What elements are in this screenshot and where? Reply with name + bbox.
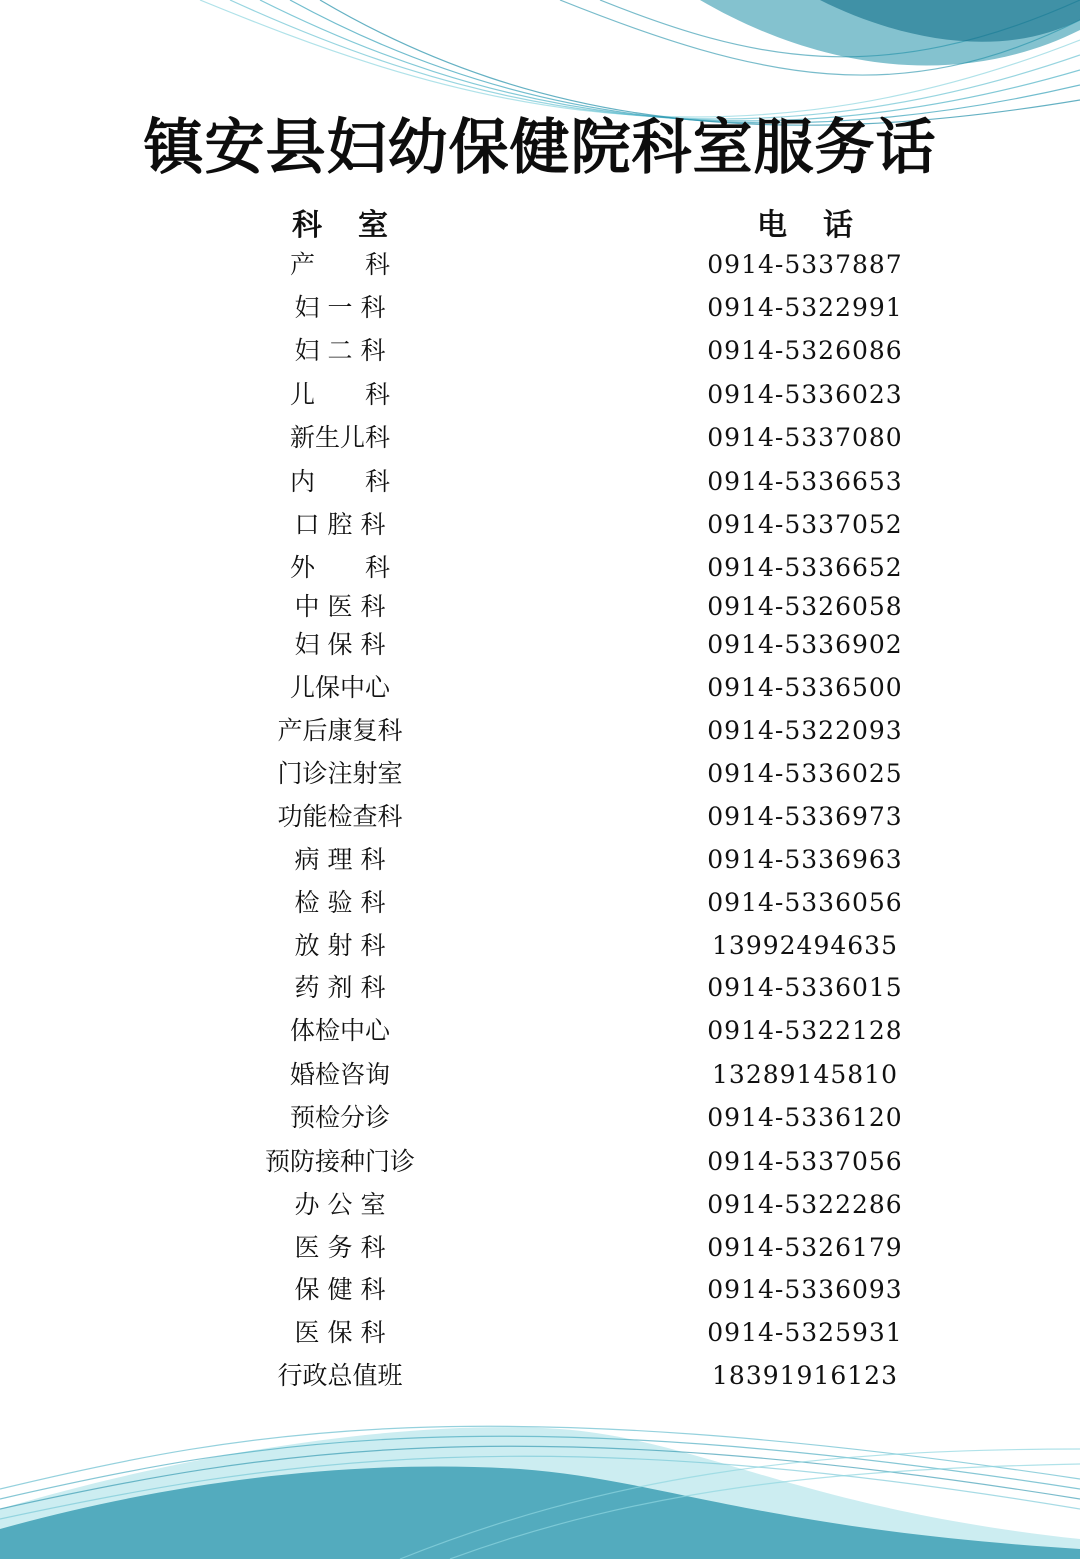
table-row bbox=[0, 248, 1080, 282]
table-row bbox=[0, 1101, 1080, 1135]
table-row bbox=[0, 1231, 1080, 1265]
dept-name: 保 健 科 bbox=[294, 1275, 386, 1304]
phone-number: 0914-5326058 bbox=[707, 592, 903, 621]
phone-number: 0914-5336093 bbox=[707, 1275, 903, 1304]
phone-number: 0914-5325931 bbox=[707, 1318, 903, 1347]
phone-number: 0914-5336056 bbox=[707, 888, 903, 917]
header-dept: 科室 bbox=[292, 208, 424, 243]
table-row bbox=[0, 929, 1080, 963]
dept-name: 办 公 室 bbox=[294, 1190, 386, 1219]
phone-number: 18391916123 bbox=[712, 1361, 898, 1390]
dept-name: 药 剂 科 bbox=[294, 973, 386, 1002]
dept-name: 妇 二 科 bbox=[294, 336, 386, 365]
table-row bbox=[0, 1188, 1080, 1222]
dept-name: 妇 保 科 bbox=[294, 630, 386, 659]
dept-name: 婚检咨询 bbox=[289, 1060, 390, 1089]
dept-name: 预防接种门诊 bbox=[264, 1147, 415, 1176]
dept-name: 放 射 科 bbox=[294, 931, 386, 960]
table-row bbox=[0, 291, 1080, 325]
table-row bbox=[0, 1273, 1080, 1307]
table-row bbox=[0, 800, 1080, 834]
phone-number: 0914-5337887 bbox=[707, 250, 903, 279]
table-row bbox=[0, 508, 1080, 542]
phone-number: 0914-5336120 bbox=[707, 1103, 903, 1132]
phone-number: 0914-5322991 bbox=[707, 293, 903, 322]
table-row bbox=[0, 1014, 1080, 1048]
phone-number: 0914-5336963 bbox=[707, 845, 903, 874]
table-row bbox=[0, 590, 1080, 624]
phone-number: 0914-5337056 bbox=[707, 1147, 903, 1176]
phone-number: 13992494635 bbox=[712, 931, 898, 960]
dept-name: 内 科 bbox=[289, 467, 390, 496]
table-row bbox=[0, 378, 1080, 412]
phone-number: 0914-5336025 bbox=[707, 759, 903, 788]
phone-number: 0914-5336500 bbox=[707, 673, 903, 702]
dept-name: 中 医 科 bbox=[294, 592, 386, 621]
table-row bbox=[0, 334, 1080, 368]
dept-name: 产后康复科 bbox=[277, 716, 403, 745]
table-row bbox=[0, 843, 1080, 877]
dept-name: 外 科 bbox=[289, 553, 390, 582]
table-row bbox=[0, 886, 1080, 920]
dept-name: 新生儿科 bbox=[289, 423, 390, 452]
phone-number: 0914-5336652 bbox=[707, 553, 903, 582]
table-row bbox=[0, 551, 1080, 585]
phone-number: 0914-5336973 bbox=[707, 802, 903, 831]
table-row bbox=[0, 1359, 1080, 1393]
header-phone: 电话 bbox=[757, 208, 889, 243]
table-row bbox=[0, 757, 1080, 791]
dept-name: 医 保 科 bbox=[294, 1318, 386, 1347]
bottom-wave-decoration bbox=[0, 1389, 1080, 1559]
page-title: 镇安县妇幼保健院科室服务话 bbox=[143, 113, 937, 183]
phone-number: 0914-5336653 bbox=[707, 467, 903, 496]
dept-name: 儿保中心 bbox=[289, 673, 390, 702]
table-row bbox=[0, 671, 1080, 705]
dept-name: 口 腔 科 bbox=[294, 510, 386, 539]
phone-number: 0914-5336015 bbox=[707, 973, 903, 1002]
dept-name: 医 务 科 bbox=[294, 1233, 386, 1262]
dept-name: 儿 科 bbox=[289, 380, 390, 409]
phone-number: 0914-5337080 bbox=[707, 423, 903, 452]
dept-name: 行政总值班 bbox=[277, 1361, 403, 1390]
dept-name: 妇 一 科 bbox=[294, 293, 386, 322]
phone-number: 0914-5326179 bbox=[707, 1233, 903, 1262]
dept-name: 产 科 bbox=[289, 250, 390, 279]
table-row bbox=[0, 714, 1080, 748]
phone-number: 0914-5337052 bbox=[707, 510, 903, 539]
table-row bbox=[0, 465, 1080, 499]
phone-number: 0914-5326086 bbox=[707, 336, 903, 365]
table-header bbox=[0, 200, 1080, 244]
table-row bbox=[0, 1145, 1080, 1179]
dept-name: 预检分诊 bbox=[289, 1103, 390, 1132]
phone-number: 0914-5322286 bbox=[707, 1190, 903, 1219]
dept-name: 病 理 科 bbox=[294, 845, 386, 874]
dept-name: 体检中心 bbox=[289, 1016, 390, 1045]
phone-number: 13289145810 bbox=[712, 1060, 898, 1089]
table-row bbox=[0, 628, 1080, 662]
table-row bbox=[0, 1058, 1080, 1092]
dept-name: 功能检查科 bbox=[277, 802, 403, 831]
phone-number: 0914-5322128 bbox=[707, 1016, 903, 1045]
table-row bbox=[0, 421, 1080, 455]
phone-number: 0914-5322093 bbox=[707, 716, 903, 745]
table-row bbox=[0, 971, 1080, 1005]
table-row bbox=[0, 1316, 1080, 1350]
dept-name: 检 验 科 bbox=[294, 888, 386, 917]
dept-name: 门诊注射室 bbox=[277, 759, 403, 788]
phone-number: 0914-5336902 bbox=[707, 630, 903, 659]
phone-number: 0914-5336023 bbox=[707, 380, 903, 409]
